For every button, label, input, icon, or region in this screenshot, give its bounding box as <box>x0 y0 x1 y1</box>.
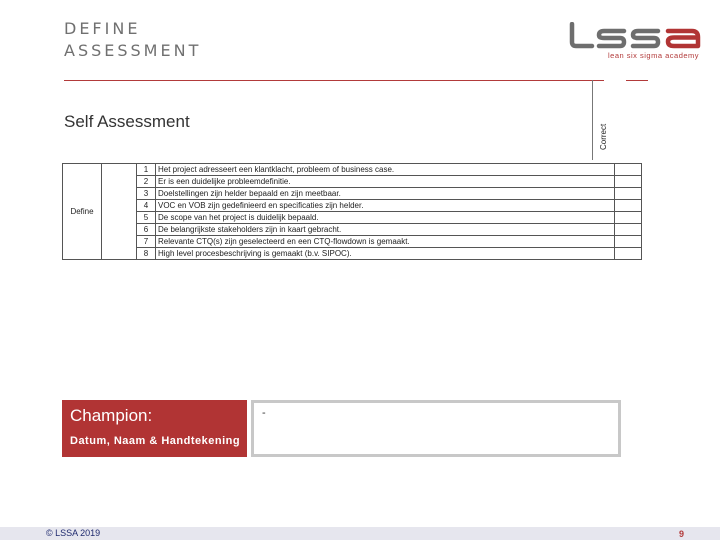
criterion-text: Doelstellingen zijn helder bepaald en zijn meetbaar. <box>156 188 615 200</box>
section-title: Self Assessment <box>64 112 190 131</box>
criterion-text: Er is een duidelijke probleemdefinitie. <box>156 176 615 188</box>
signature-field[interactable] <box>251 400 621 457</box>
criterion-text: De scope van het project is duidelijk bepaald. <box>156 212 615 224</box>
slide-title <box>64 18 201 62</box>
table-row <box>63 188 642 200</box>
correct-checkbox-cell[interactable] <box>615 188 642 200</box>
table-row <box>63 224 642 236</box>
criterion-text: VOC en VOB zijn gedefinieerd en specificaties zijn helder. <box>156 200 615 212</box>
table-row <box>63 212 642 224</box>
page-number: 9 <box>679 529 685 539</box>
row-number: 6 <box>137 224 156 236</box>
correct-checkbox-cell[interactable] <box>615 224 642 236</box>
header-divider <box>64 80 604 81</box>
row-number: 8 <box>137 248 156 260</box>
table-row <box>63 236 642 248</box>
champion-title: Champion: <box>70 406 153 425</box>
row-number: 3 <box>137 188 156 200</box>
criterion-text: Het project adresseert een klantklacht, probleem of business case. <box>156 164 615 176</box>
champion-subtitle: Datum, Naam & Handtekening <box>70 435 241 447</box>
spacer-cell <box>102 164 137 260</box>
table-row <box>63 248 642 260</box>
correct-checkbox-cell[interactable] <box>615 164 642 176</box>
correct-checkbox-cell[interactable] <box>615 200 642 212</box>
title-line-1: DEFINE <box>64 19 141 38</box>
row-number: 5 <box>137 212 156 224</box>
lssa-logo <box>566 22 706 50</box>
row-number: 1 <box>137 164 156 176</box>
footer-copyright: © LSSA 2019 <box>46 528 101 538</box>
table-row <box>63 176 642 188</box>
correct-column-header: Correct <box>599 123 608 150</box>
title-line-2: ASSESSMENT <box>64 41 202 60</box>
correct-checkbox-cell[interactable] <box>615 248 642 260</box>
signature-value: - <box>262 407 266 419</box>
criterion-text: High level procesbeschrijving is gemaakt (b.v. SIPOC). <box>156 248 615 260</box>
row-number: 2 <box>137 176 156 188</box>
champion-label-box <box>62 400 247 457</box>
logo-tagline: lean six sigma academy <box>608 51 700 60</box>
column-divider <box>592 80 593 160</box>
table-row <box>63 200 642 212</box>
assessment-table <box>62 163 642 260</box>
correct-checkbox-cell[interactable] <box>615 212 642 224</box>
phase-label: Define <box>63 164 102 260</box>
correct-checkbox-cell[interactable] <box>615 176 642 188</box>
criterion-text: De belangrijkste stakeholders zijn in kaart gebracht. <box>156 224 615 236</box>
footer-bar <box>0 527 720 540</box>
row-number: 4 <box>137 200 156 212</box>
row-number: 7 <box>137 236 156 248</box>
correct-checkbox-cell[interactable] <box>615 236 642 248</box>
header-divider-right <box>626 80 648 81</box>
criterion-text: Relevante CTQ(s) zijn geselecteerd en een CTQ-flowdown is gemaakt. <box>156 236 615 248</box>
table-row <box>63 164 642 176</box>
